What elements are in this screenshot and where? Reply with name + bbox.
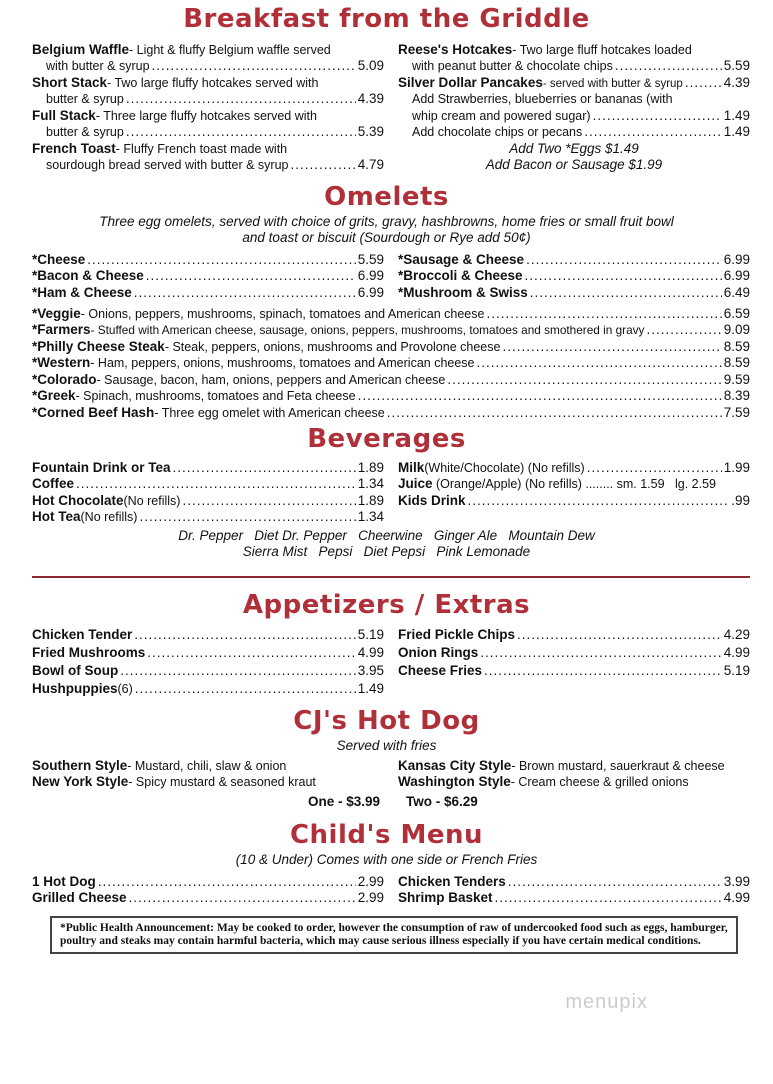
beverages-left-column: [32, 458, 384, 524]
item-price: 8.59: [723, 338, 750, 354]
item-price: 3.95: [357, 663, 384, 678]
item-price: 9.59: [723, 371, 750, 387]
item-price: 1.49: [723, 107, 750, 123]
breakfast-title: Breakfast from the Griddle: [183, 4, 590, 34]
menu-item: [398, 889, 750, 906]
item-desc: - Brown mustard, sauerkraut & cheese: [511, 758, 725, 773]
item-desc: - Sausage, bacon, ham, onions, peppers and American cheese: [96, 372, 446, 387]
menu-item: [32, 250, 384, 267]
addon-text: Add chocolate chips or pecans: [412, 125, 583, 139]
beverages-right-column: [398, 458, 750, 508]
item-price: 9.09: [723, 322, 750, 337]
menu-item: [32, 304, 750, 321]
item-name: Fried Mushrooms: [32, 645, 146, 660]
item-price: 4.99: [357, 645, 384, 660]
soda-list-2: Sierra Mist Pepsi Diet Pepsi Pink Lemonade: [242, 544, 531, 559]
item-desc: - Spicy mustard & seasoned kraut: [128, 775, 316, 789]
item-name: New York Style: [32, 774, 129, 789]
menu-item-cont: [32, 57, 384, 74]
menu-item: [32, 40, 384, 57]
menu-item: [32, 756, 384, 773]
item-name: *Mushroom & Swiss: [398, 284, 528, 300]
menu-item: [32, 872, 384, 889]
item-price: 1.49: [357, 681, 384, 696]
menu-item: [398, 250, 750, 267]
item-price: 1.99: [723, 459, 750, 475]
menu-item: [398, 773, 758, 790]
item-name: Onion Rings: [398, 645, 479, 660]
item-name: Short Stack: [32, 74, 108, 90]
item-name: *Greek: [32, 388, 76, 403]
item-desc: - served with butter & syrup: [542, 77, 683, 90]
omelets-left-column: [32, 250, 384, 300]
hotdog-right-column: [398, 756, 758, 789]
menu-item: [32, 139, 384, 156]
item-price: 6.99: [723, 251, 750, 267]
menu-item: [32, 337, 750, 354]
item-price: 4.39: [357, 91, 384, 106]
item-price: 4.79: [357, 157, 384, 172]
addon-text: Add Strawberries, blueberries or bananas (with: [412, 92, 673, 106]
menu-item: [398, 267, 750, 284]
item-desc: - Light & fluffy Belgium waffle served: [129, 42, 331, 57]
item-name: Reese's Hotcakes: [398, 41, 513, 57]
item-name: Grilled Cheese: [32, 890, 127, 905]
item-price: 3.99: [723, 873, 750, 889]
item-name: Cheese Fries: [398, 663, 483, 678]
menu-item: [32, 475, 384, 492]
menu-item: [398, 40, 750, 57]
item-name: Coffee: [32, 476, 75, 491]
item-desc: - Three egg omelet with American cheese: [154, 405, 385, 420]
menu-item: [398, 475, 750, 492]
menu-item: [398, 660, 750, 678]
item-name: Hot Tea: [32, 509, 81, 524]
item-name: Shrimp Basket: [398, 890, 493, 905]
item-desc: (No refills): [123, 493, 181, 508]
menu-item-cont: [398, 57, 750, 74]
addon-line: [398, 90, 750, 107]
child-right-column: [398, 872, 750, 905]
menu-item: [32, 106, 384, 123]
item-name: Kids Drink: [398, 492, 466, 508]
item-name: *Colorado: [32, 371, 97, 387]
menu-item: [398, 283, 750, 300]
menu-item: [32, 491, 384, 508]
item-name: *Farmers: [32, 322, 91, 337]
item-price: 1.49: [723, 124, 750, 139]
item-desc: - Two large fluffy hotcakes served with: [107, 75, 319, 90]
item-desc-cont: with butter & syrup: [46, 59, 150, 73]
item-name: Fountain Drink or Tea: [32, 459, 171, 475]
menu-item: [32, 73, 384, 90]
child-menu-title: Child's Menu: [289, 820, 484, 850]
item-desc: - Steak, peppers, onions, mushrooms and Provolone cheese: [164, 339, 501, 354]
omelets-right-column: [398, 250, 750, 300]
appetizers-title: Appetizers / Extras: [242, 590, 531, 620]
menu-item: [32, 458, 384, 475]
item-name: *Bacon & Cheese: [32, 268, 144, 283]
item-name: *Veggie: [32, 305, 81, 321]
item-name: French Toast: [32, 140, 116, 156]
item-desc: (White/Chocolate) (No refills): [424, 460, 585, 475]
item-name: Chicken Tenders: [398, 873, 506, 889]
menu-item: [32, 773, 384, 790]
item-name: *Cheese: [32, 251, 86, 267]
item-price: 5.59: [357, 251, 384, 267]
item-name: Chicken Tender: [32, 627, 133, 642]
item-price: 2.99: [357, 873, 384, 889]
item-name: Juice: [398, 476, 433, 491]
menu-item: [32, 387, 750, 404]
menu-item: [32, 624, 384, 642]
item-desc-cont: sourdough bread served with butter & syrup: [46, 158, 289, 172]
item-desc-cont: butter & syrup: [46, 125, 124, 139]
hotdog-price-two: Two - $6.29: [406, 794, 478, 809]
menu-item: [398, 73, 750, 90]
item-name: Hushpuppies: [32, 681, 118, 696]
item-name: *Sausage & Cheese: [398, 251, 525, 267]
item-price: 6.99: [357, 268, 384, 283]
hotdog-left-column: [32, 756, 384, 789]
item-name: Hot Chocolate: [32, 492, 124, 508]
item-price: 1.89: [357, 459, 384, 475]
addon-meat: [398, 156, 750, 173]
addon-eggs-text: Add Two *Eggs $1.49: [509, 140, 639, 156]
item-price: 4.29: [723, 627, 750, 642]
item-name: 1 Hot Dog: [32, 873, 96, 889]
item-price: .99: [731, 492, 750, 508]
item-desc: - Spinach, mushrooms, tomatoes and Feta cheese: [75, 389, 356, 403]
menu-item: [32, 370, 750, 387]
item-desc: - Onions, peppers, mushrooms, spinach, tomatoes and American cheese: [80, 306, 485, 321]
item-price: 5.19: [357, 627, 384, 642]
item-name: Washington Style: [398, 774, 511, 789]
menu-item: [32, 508, 384, 525]
item-price: 1.34: [357, 509, 384, 524]
menu-item-cont: [32, 156, 384, 173]
item-desc: - Mustard, chili, slaw & onion: [127, 758, 287, 773]
menu-item: [398, 624, 750, 642]
child-menu-subtitle: (10 & Under) Comes with one side or French Fries: [235, 852, 538, 867]
menu-item-cont: [32, 123, 384, 140]
menu-item: [32, 283, 384, 300]
hotdog-title: CJ's Hot Dog: [293, 706, 480, 736]
menu-item: [398, 872, 750, 889]
appetizers-left-column: [32, 624, 384, 696]
item-name: Southern Style: [32, 757, 128, 773]
omelets-subtitle-1: Three egg omelets, served with choice of grits, gravy, hashbrowns, home fries or small fruit bowl: [99, 214, 674, 229]
addon-line: [398, 106, 750, 123]
menu-item: [398, 491, 750, 508]
health-notice: *Public Health Announcement: May be cooked to order, however the consumption of raw of undercooked food such as eggs, hamburger, poultry and steaks may contain harmful bacteria, which may cause serious illness especially if you have certain medical conditions.: [50, 916, 738, 954]
item-name: *Ham & Cheese: [32, 284, 132, 300]
menu-item: [32, 660, 384, 678]
menu-item: [32, 267, 384, 284]
hotdog-price-one: One - $3.99: [307, 794, 380, 809]
breakfast-right-column: [398, 40, 750, 172]
item-name: Belgium Waffle: [32, 41, 130, 57]
menu-item: [32, 889, 384, 906]
item-desc: - Fluffy French toast made with: [115, 141, 288, 156]
item-price: 1.34: [357, 476, 384, 491]
item-desc: (6): [117, 682, 133, 696]
addon-line: [398, 123, 750, 140]
menu-item: [32, 403, 750, 420]
addon-meat-text: Add Bacon or Sausage $1.99: [485, 157, 663, 172]
item-price: 6.99: [357, 284, 384, 300]
item-desc: - Ham, peppers, onions, mushrooms, tomatoes and American cheese: [90, 356, 475, 370]
item-desc: (No refills): [80, 510, 138, 524]
item-price: 5.39: [357, 124, 384, 139]
item-price: 2.99: [357, 890, 384, 905]
menu-item: [398, 756, 758, 773]
breakfast-left-column: [32, 40, 384, 172]
item-name: Kansas City Style: [398, 757, 512, 773]
item-name: *Western: [32, 355, 91, 370]
item-name: Full Stack: [32, 107, 96, 123]
menu-item: [32, 354, 750, 371]
item-desc-cont: butter & syrup: [46, 92, 124, 106]
menu-item: [32, 678, 384, 696]
item-name: Fried Pickle Chips: [398, 627, 516, 642]
omelets-specials: [32, 304, 750, 420]
section-divider: [32, 576, 750, 578]
item-price: 5.09: [357, 58, 384, 73]
item-desc: - Three large fluffy hotcakes served with: [95, 108, 317, 123]
hotdog-subtitle: Served with fries: [336, 738, 437, 753]
addon-text: whip cream and powered sugar): [412, 108, 591, 123]
menu-item-cont: [32, 90, 384, 107]
item-price: 5.59: [723, 58, 750, 73]
item-price: 8.59: [723, 355, 750, 370]
item-name: *Broccoli & Cheese: [398, 268, 523, 283]
item-desc: - Cream cheese & grilled onions: [510, 775, 689, 789]
item-price: 6.59: [723, 305, 750, 321]
item-desc: - Stuffed with American cheese, sausage, onions, peppers, mushrooms, tomatoes and smothered in gravy: [90, 323, 645, 337]
omelets-title: Omelets: [324, 182, 449, 212]
menupix-watermark: menupix: [565, 991, 648, 1013]
item-name: Milk: [398, 459, 425, 475]
item-price: 6.49: [723, 284, 750, 300]
item-desc: - Two large fluff hotcakes loaded: [512, 42, 692, 57]
item-price: 1.89: [357, 492, 384, 508]
item-price: 5.19: [723, 663, 750, 678]
item-name: Silver Dollar Pancakes: [398, 74, 543, 90]
item-desc: (Orange/Apple) (No refills) ........ sm. 1.59 lg. 2.59: [432, 477, 716, 491]
beverages-title: Beverages: [307, 424, 466, 454]
addon-eggs: [398, 139, 750, 156]
menu-item: [398, 642, 750, 660]
item-price: 6.99: [723, 268, 750, 283]
menu-item: [32, 321, 750, 338]
soda-list-1: Dr. Pepper Diet Dr. Pepper Cheerwine Ginger Ale Mountain Dew: [178, 528, 595, 543]
item-price: 8.39: [723, 388, 750, 403]
menu-item: [32, 642, 384, 660]
item-name: *Philly Cheese Steak: [32, 338, 165, 354]
item-desc-cont: with peanut butter & chocolate chips: [412, 59, 613, 73]
item-price: 4.99: [723, 645, 750, 660]
item-name: Bowl of Soup: [32, 663, 119, 678]
item-price: 4.99: [723, 890, 750, 905]
item-price: 4.39: [723, 74, 750, 90]
item-name: *Corned Beef Hash: [32, 404, 155, 420]
omelets-subtitle-2: and toast or biscuit (Sourdough or Rye add 50¢): [242, 230, 531, 245]
item-price: 7.59: [723, 404, 750, 420]
child-left-column: [32, 872, 384, 905]
appetizers-right-column: [398, 624, 750, 678]
menu-item: [398, 458, 750, 475]
